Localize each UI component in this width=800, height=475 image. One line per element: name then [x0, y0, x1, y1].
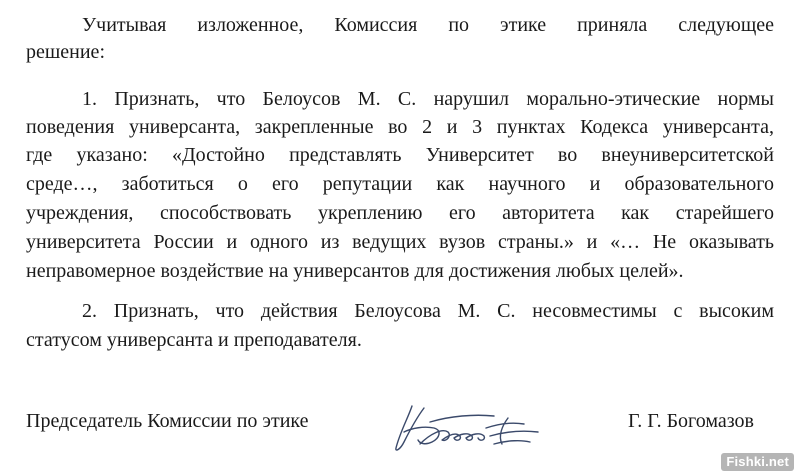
intro-line-1: Учитывая изложенное, Комиссия по этике приняла следующее — [82, 14, 774, 36]
point1-line-3: где указано: «Достойно представлять Университет во внеуниверситетской — [26, 144, 774, 166]
watermark-badge: Fishki.net — [721, 453, 794, 471]
handwritten-signature — [390, 398, 550, 456]
point1-line-2: поведения универсанта, закрепленные во 2 и 3 пунктах Кодекса универсанта, — [26, 116, 774, 138]
point1-line-6: университета России и одного из ведущих вузов страны.» и «… Не оказывать — [26, 231, 774, 253]
point1-line-1: 1. Признать, что Белоусов М. С. нарушил морально-этические нормы — [82, 88, 774, 110]
point1-line-5: учреждения, способствовать укреплению его авторитета как старейшего — [26, 202, 774, 224]
signature-title: Председатель Комиссии по этике — [26, 410, 309, 432]
point2-line-2: статусом универсанта и преподавателя. — [26, 329, 362, 351]
intro-line-2: решение: — [26, 41, 105, 63]
point1-line-4: среде…, заботиться о его репутации как научного и образовательного — [26, 173, 774, 195]
point1-line-7: неправомерное воздействие на универсантов для достижения любых целей». — [26, 260, 684, 282]
signature-name: Г. Г. Богомазов — [627, 410, 754, 432]
point2-line-1: 2. Признать, что действия Белоусова М. С. несовместимы с высоким — [82, 300, 774, 322]
